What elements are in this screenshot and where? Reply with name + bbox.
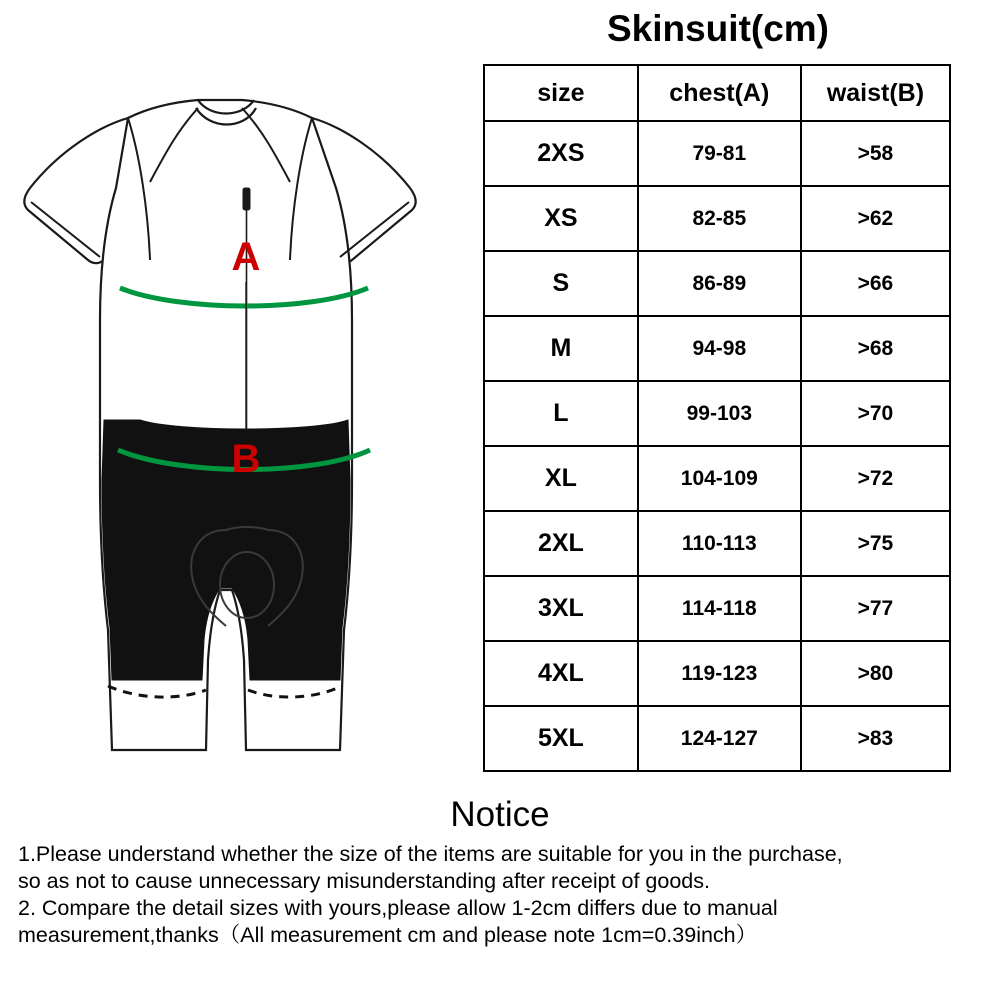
notice-title: Notice [450, 795, 550, 834]
table-row [484, 121, 950, 186]
table-row [484, 186, 950, 251]
cell-chest: 124-127 [638, 706, 801, 771]
table-row [484, 706, 950, 771]
cell-chest: 119-123 [638, 641, 801, 706]
table-row [484, 511, 950, 576]
cell-waist: >66 [801, 251, 950, 316]
garment-illustration [0, 60, 470, 760]
cell-size: XS [484, 186, 638, 251]
cell-waist: >75 [801, 511, 950, 576]
table-row [484, 446, 950, 511]
notice-line: measurement,thanks（All measurement cm and please note 1cm=0.39inch） [18, 923, 758, 947]
notice-section [0, 795, 1000, 949]
label-b: B [231, 437, 261, 481]
cell-waist: >72 [801, 446, 950, 511]
table-row [484, 316, 950, 381]
cell-waist: >80 [801, 641, 950, 706]
cell-chest: 82-85 [638, 186, 801, 251]
table-row [484, 381, 950, 446]
cell-waist: >58 [801, 121, 950, 186]
table-row [484, 576, 950, 641]
suit-outline [24, 100, 415, 750]
label-a: A [231, 235, 261, 279]
table-row [484, 641, 950, 706]
page-title: Skinsuit(cm) [606, 8, 830, 49]
table-row [484, 251, 950, 316]
notice-line: so as not to cause unnecessary misunderstanding after receipt of goods. [18, 869, 710, 893]
size-chart-table [483, 64, 951, 772]
cell-waist: >62 [801, 186, 950, 251]
cell-size: S [484, 251, 638, 316]
table-header-row [484, 65, 950, 121]
cell-chest: 110-113 [638, 511, 801, 576]
cell-waist: >68 [801, 316, 950, 381]
cell-waist: >77 [801, 576, 950, 641]
cell-size: 2XS [484, 121, 638, 186]
cell-size: L [484, 381, 638, 446]
cell-chest: 99-103 [638, 381, 801, 446]
notice-line: 1.Please understand whether the size of the items are suitable for you in the purchase, [18, 842, 843, 866]
cell-size: 4XL [484, 641, 638, 706]
cell-size: 2XL [484, 511, 638, 576]
column-header-waist: waist(B) [801, 65, 950, 121]
column-header-size: size [484, 65, 638, 121]
cell-size: 5XL [484, 706, 638, 771]
cell-size: 3XL [484, 576, 638, 641]
column-header-chest: chest(A) [638, 65, 801, 121]
cell-chest: 94-98 [638, 316, 801, 381]
notice-line: 2. Compare the detail sizes with yours,please allow 1-2cm differs due to manual [18, 896, 778, 920]
cell-chest: 104-109 [638, 446, 801, 511]
cell-waist: >70 [801, 381, 950, 446]
cell-size: XL [484, 446, 638, 511]
cell-size: M [484, 316, 638, 381]
cell-chest: 79-81 [638, 121, 801, 186]
size-table-panel [483, 8, 953, 772]
cell-chest: 86-89 [638, 251, 801, 316]
cell-chest: 114-118 [638, 576, 801, 641]
cell-waist: >83 [801, 706, 950, 771]
